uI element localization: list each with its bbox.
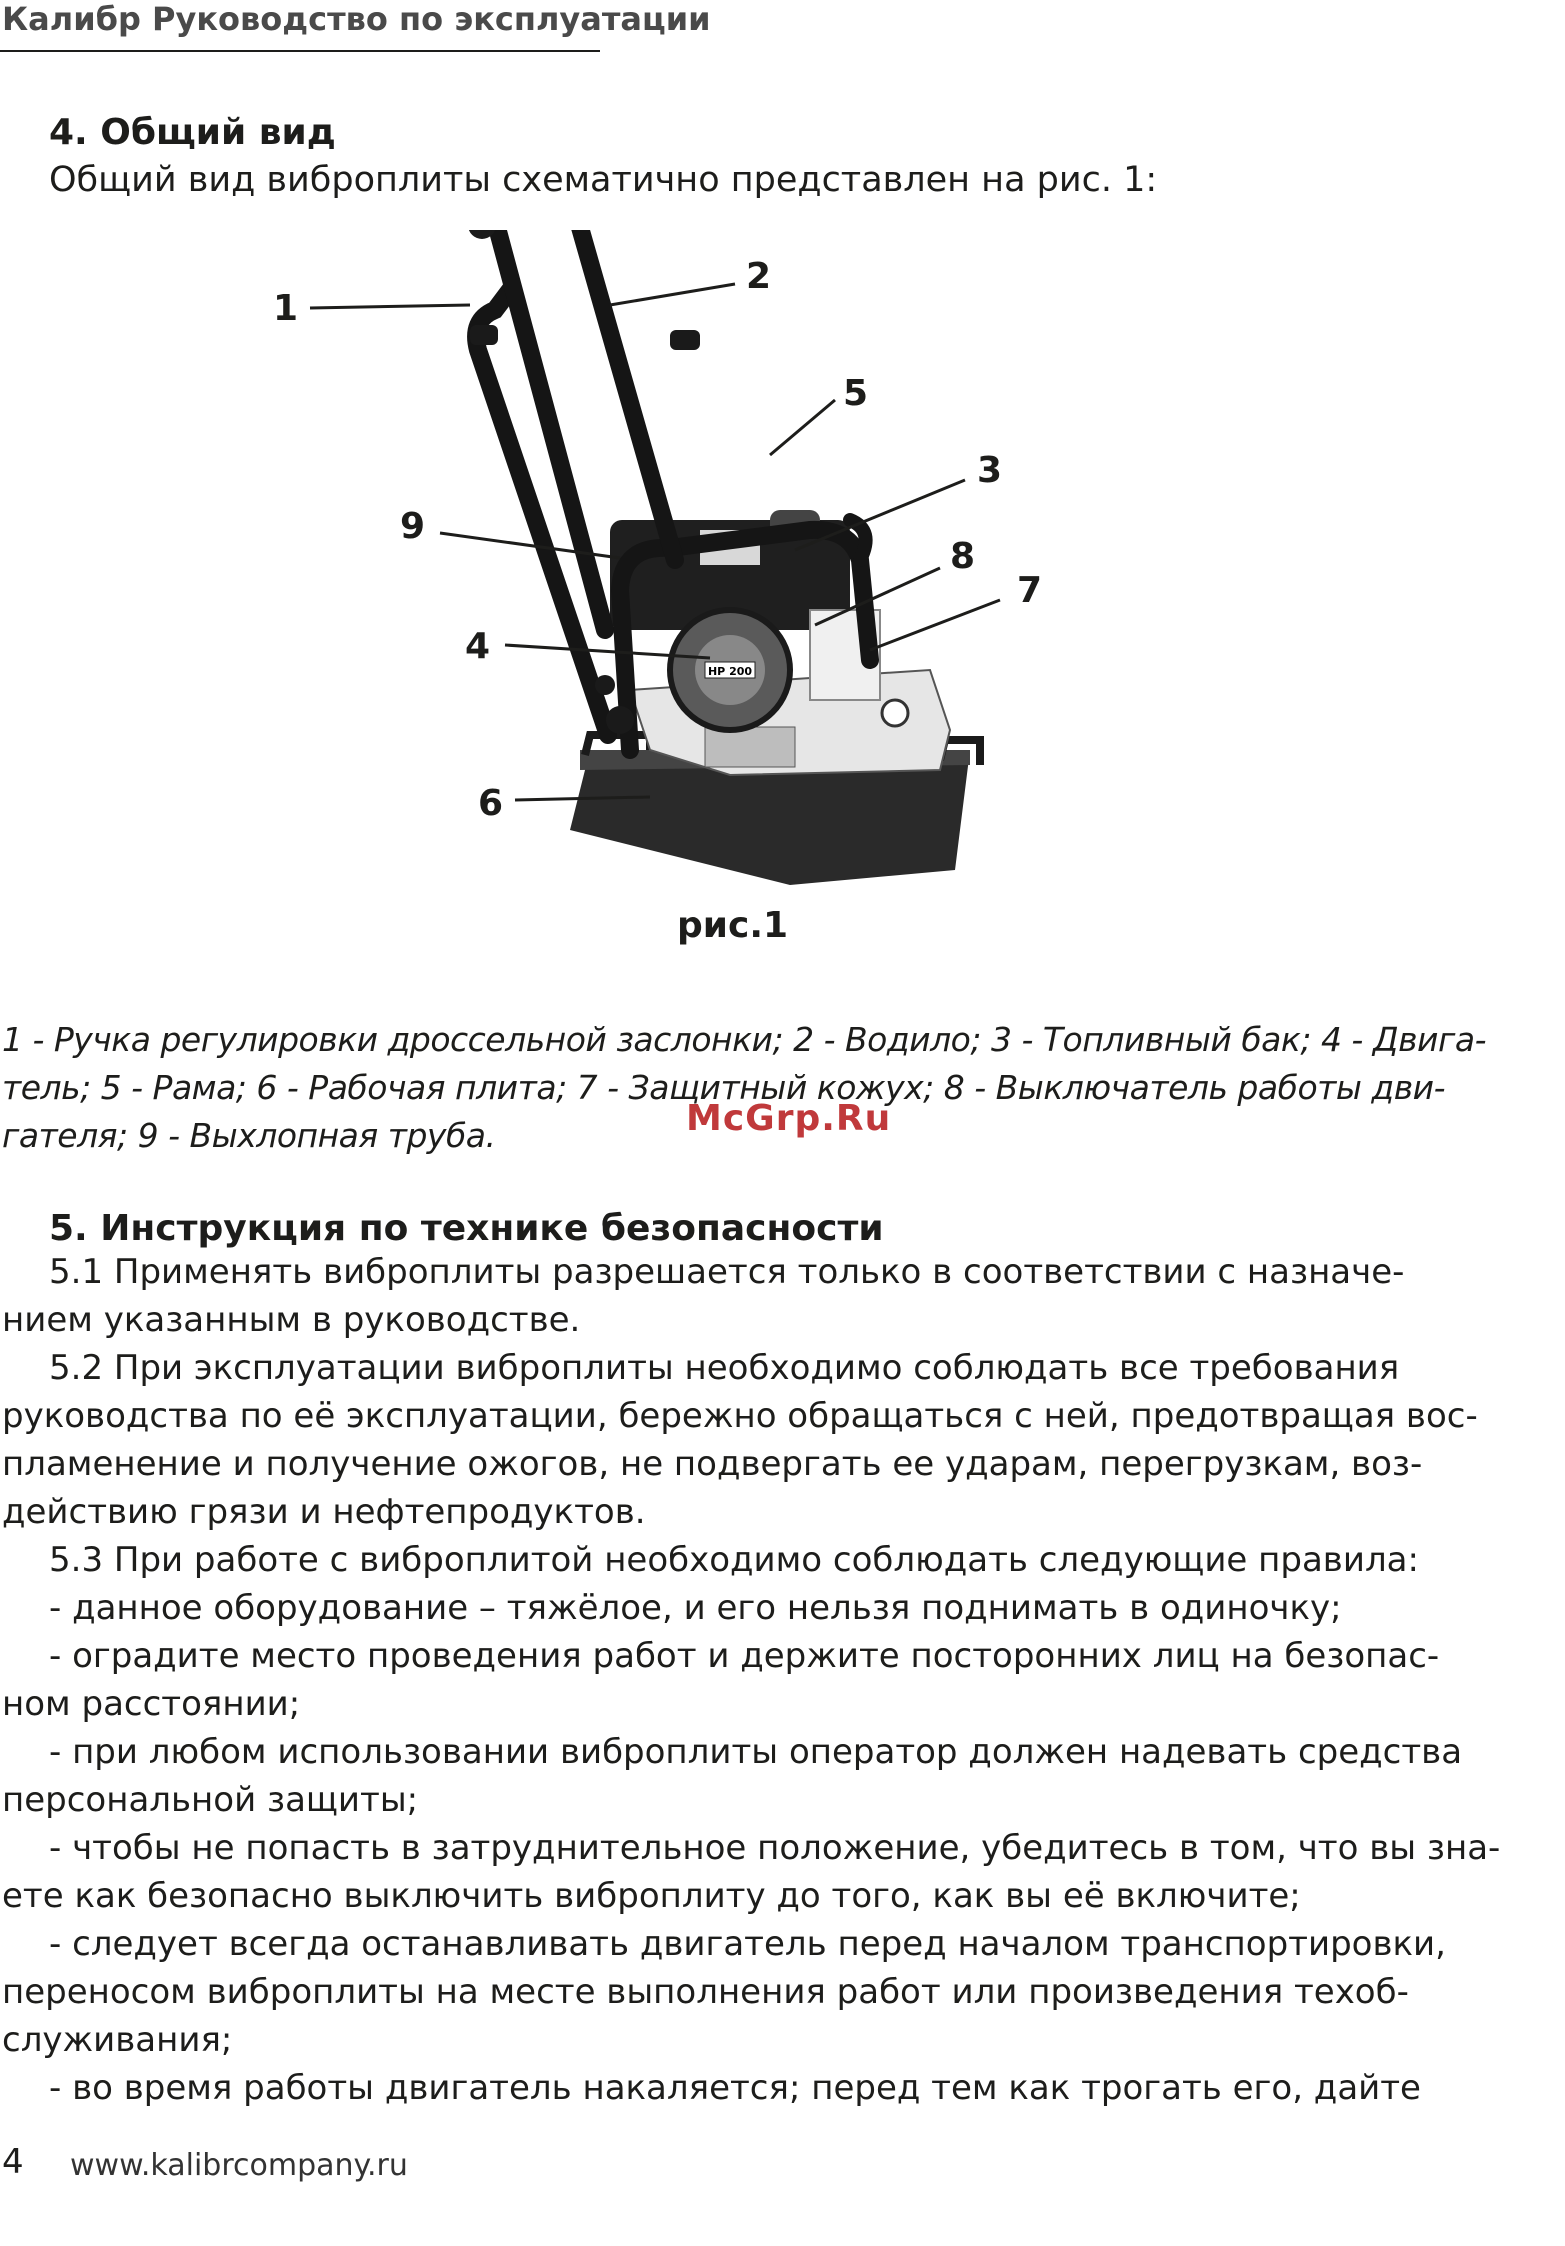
body-line: нием указанным в руководстве. — [2, 1300, 581, 1340]
body-line: действию грязи и нефтепродуктов. — [2, 1492, 646, 1532]
body-line: 5.3 При работе с виброплитой необходимо соблюдать следующие правила: — [49, 1540, 1419, 1580]
page-number: 4 — [2, 2142, 24, 2182]
body-line: пламенение и получение ожогов, не подвергать ее ударам, перегрузкам, воз- — [2, 1444, 1423, 1484]
body-line: ете как безопасно выключить виброплиту до того, как вы её включите; — [2, 1876, 1301, 1916]
body-line: служивания; — [2, 2020, 233, 2060]
body-line: руководства по её эксплуатации, бережно обращаться с ней, предотвращая вос- — [2, 1396, 1478, 1436]
callout-1: 1 — [273, 288, 299, 329]
callout-3: 3 — [977, 450, 1003, 491]
callout-2: 2 — [746, 256, 772, 297]
section-4-intro: Общий вид виброплиты схематично представлен на рис. 1: — [49, 160, 1158, 200]
section-4-heading: 4. Общий вид — [49, 112, 336, 153]
callout-5: 5 — [843, 373, 869, 414]
legend-line: гателя; 9 - Выхлопная труба. — [2, 1116, 496, 1155]
body-line: - следует всегда останавливать двигатель перед началом транспортировки, — [49, 1924, 1446, 1964]
watermark: McGrp.Ru — [686, 1098, 892, 1139]
header-title: Калибр Руководство по эксплуатации — [2, 0, 711, 38]
callout-7: 7 — [1017, 570, 1043, 611]
engine-label: HP 200 — [707, 665, 753, 678]
callout-4: 4 — [465, 626, 491, 667]
legend-line: 1 - Ручка регулировки дроссельной заслонки; 2 - Водило; 3 - Топливный бак; 4 - Двига- — [2, 1020, 1486, 1059]
body-line: переносом виброплиты на месте выполнения работ или произведения техоб- — [2, 1972, 1409, 2012]
section-5-body — [2, 1248, 1501, 2112]
callout-6: 6 — [478, 783, 504, 824]
callout-9: 9 — [400, 506, 426, 547]
body-line: - при любом использовании виброплиты оператор должен надевать средства — [49, 1732, 1463, 1772]
body-line: 5.2 При эксплуатации виброплиты необходимо соблюдать все требования — [49, 1348, 1400, 1388]
legend-line: тель; 5 - Рама; 6 - Рабочая плита; 7 - Защитный кожух; 8 - Выключатель работы дви- — [2, 1068, 1446, 1107]
body-line: - оградите место проведения работ и держите посторонних лиц на безопас- — [49, 1636, 1440, 1676]
body-line: - данное оборудование – тяжёлое, и его нельзя поднимать в одиночку; — [49, 1588, 1342, 1628]
body-line: - чтобы не попасть в затруднительное положение, убедитесь в том, что вы зна- — [49, 1828, 1501, 1868]
section-5-heading: 5. Инструкция по технике безопасности — [49, 1208, 884, 1249]
callout-8: 8 — [950, 536, 976, 577]
body-line: ном расстоянии; — [2, 1684, 301, 1724]
body-line: 5.1 Применять виброплиты разрешается только в соответствии с назначе- — [49, 1252, 1405, 1292]
footer-url[interactable]: www.kalibrcompany.ru — [70, 2148, 408, 2183]
figure-leader-lines — [0, 0, 1565, 950]
figure-caption: рис.1 — [677, 905, 789, 946]
body-line: персональной защиты; — [2, 1780, 419, 1820]
body-line: - во время работы двигатель накаляется; перед тем как трогать его, дайте — [49, 2068, 1421, 2108]
